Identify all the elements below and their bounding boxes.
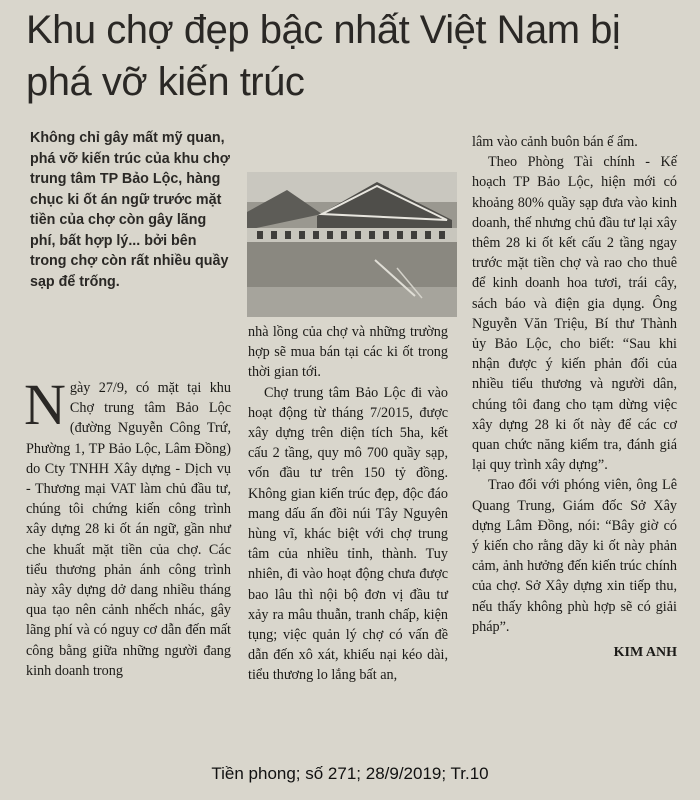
article-column-2 xyxy=(248,322,448,686)
article-paragraph: lâm vào cảnh buôn bán ế ẩm. xyxy=(472,134,638,150)
article-paragraph: Theo Phòng Tài chính - Kế hoạch TP Bảo Lộc, hiện mới có khoảng 80% quầy sạp đưa vào kinh doanh, thế nhưng chủ đầu tư lại xây thêm 28 ki ốt kết cấu 2 tầng ngay trước mặt tiền chợ và rao cho thuê để kinh doanh hoa tươi, trái cây, sách báo và điện gia dụng. Ông Nguyễn Văn Triệu, Bí thư Thành ủy Bảo Lộc, cho biết: “Sau khi nhận được ý kiến phản đối của nhiều tiểu thương và người dân, chúng tôi đang cho tạm dừng việc xây dựng 28 ki ốt này để các cơ quan chức năng kiểm tra, đánh giá lại quy trình xây dựng”. xyxy=(472,154,677,474)
article-column-1 xyxy=(24,372,231,681)
article-headline: Khu chợ đẹp bậc nhất Việt Nam bị phá vỡ kiến trúc xyxy=(26,8,621,104)
market-photo xyxy=(247,172,457,317)
article-paragraph: nhà lồng của chợ và những trường hợp sẽ mua bán tại các ki ốt trong thời gian tới. xyxy=(248,324,448,381)
drop-cap: N xyxy=(24,372,66,437)
market-building-image xyxy=(247,172,457,317)
article-column-3 xyxy=(472,132,677,663)
article-paragraph: Trao đổi với phóng viên, ông Lê Quang Trung, Giám đốc Sở Xây dựng Lâm Đồng, nói: “Bây giờ có ý kiến cho rằng dãy ki ốt này phản cảm, ảnh hưởng đến kiến trúc chính của chợ. Sở Xây dựng xin tiếp thu, nếu thấy không phù hợp sẽ có giải pháp”. xyxy=(472,477,677,635)
paragraph-text: gày 27/9, có mặt tại khu Chợ trung tâm Bảo Lộc (đường Nguyễn Công Trứ, Phường 1, TP Bảo Lộc, Lâm Đồng) do Cty TNHH Xây dựng - Dịch vụ - Thương mại VAT làm chủ đầu tư, chúng tôi chứng kiến công trình xây dựng 28 ki ốt án ngữ, gần như che khuất mặt tiền của chợ. Các tiểu thương phản ánh công trình này xây dựng dở dang nhiều tháng qua tạo nên cảnh nhếch nhác, gây lãng phí và có nguy cơ dẫn đến mất công bằng giữa những người đang kinh doanh trong xyxy=(26,380,231,679)
article-paragraph xyxy=(24,372,231,681)
article-paragraph: Chợ trung tâm Bảo Lộc đi vào hoạt động từ tháng 7/2015, được xây dựng trên diện tích 5ha, kết cấu 2 tầng, quy mô 700 quầy sạp, vốn đầu tư trên 150 tỷ đồng. Không gian kiến trúc đẹp, độc đáo mang dấu ấn đồi núi Tây Nguyên hùng vĩ, khác biệt với chợ trung tâm của nhiều tỉnh, thành. Tuy nhiên, đi vào hoạt động chưa được bao lâu thì nội bộ đơn vị đầu tư xảy ra mâu thuẫn, tranh chấp, kiện tụng; việc quản lý chợ có vấn đề dẫn đến xô xát, khiếu nại kéo dài, tiểu thương lo lắng bất an, xyxy=(248,384,448,684)
article-byline: KIM ANH xyxy=(613,645,677,661)
source-caption: Tiền phong; số 271; 28/9/2019; Tr.10 xyxy=(211,764,489,783)
article-lead: Không chỉ gây mất mỹ quan, phá vỡ kiến trúc của khu chợ trung tâm TP Bảo Lộc, hàng chục ki ốt án ngữ trước mặt tiền của chợ còn gây lãng phí, bất hợp lý... bởi bên trong chợ còn rất nhiều quầy sạp để trống. xyxy=(30,130,230,290)
